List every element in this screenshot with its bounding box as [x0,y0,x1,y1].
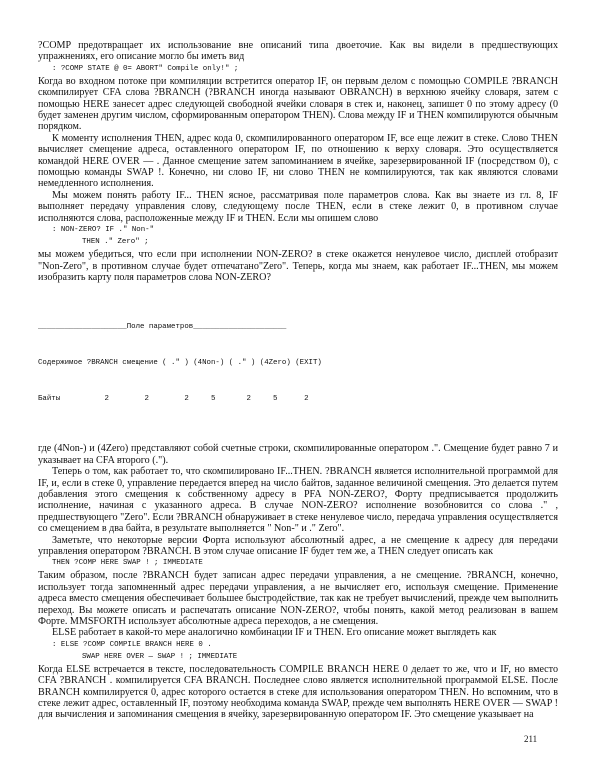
table-row-bytes: Байты 2 2 2 5 2 5 2 [38,395,309,404]
parameter-field-table [38,297,558,429]
paragraph: ?COMP предотвращает их использование вне описаний типа двоеточие. Как вы видели в предшествующих упражнениях, его описание могло бы иметь вид [38,40,558,63]
paragraph: Заметьте, что некоторые версии Форта используют абсолютный адрес, а не смещение к адресу для передачи управления оператором ?BRANCH. В этом случае описание IF будет тем же, а THEN следует описать как [38,534,558,557]
code-listing: SWAP HERE OVER — SWAP ! ; IMMEDIATE [82,652,238,661]
paragraph: Когда во входном потоке при компиляции встретится оператор IF, он первым делом с помощью COMPILE ?BRANCH скомпилирует CFA слова ?BRANCH (?BRANCH иногда называют OBRANCH) в верхнюю ячейку словаря, затем с помощью HERE занесет адрес следующей свободной ячейки словаря в стек и, наконец, запишет 0 по этому адресу (0 будет заменен другим числом, сформированным оператором THEN). Слова между IF и THEN компилируются обычным порядком. [38,75,558,133]
code-listing: : ELSE ?COMP COMPILE BRANCH HERE 0 . [52,640,212,649]
paragraph: ELSE работает в какой-то мере аналогично комбинации IF и THEN. Его описание может выглядеть как [52,627,497,639]
table-title: ____________________Поле параметров_____________________ [38,323,287,332]
paragraph: Мы можем понять работу IF... THEN ясное, рассматривая поле параметров слова. Как вы знаете из гл. 8, IF выполняет передачу управления слову, следующему после THEN, если в стеке лежит 0, в противном случае исполняются слова, расположенные между IF и THEN. Если мы опишем слово [38,189,558,224]
code-listing: : ?COMP STATE @ 0= ABORT" Compile only!" ; [52,64,239,73]
code-listing: : NON-ZERO? IF ." Non-" [52,226,155,235]
paragraph: Когда ELSE встречается в тексте, последовательность COMPILE BRANCH HERE 0 делает то же, что и IF, но вместо CFA ?BRANCH . компилируется CFA BRANCH. Последнее слово является исполнительной программой ELSE. После BRANCH компилируется 0, адрес которого остается в стеке для использования оператором THEN. Но вспомним, что в стеке лежит адрес, оставленный IF, поэтому необходима команда SWAP, прежде чем выполнять HERE OVER — SWAP ! для вычисления и запоминания смещения в ячейку, зарезервированную оператором IF. Это смещение указывает на [38,663,558,721]
paragraph: где (4Non-) и (4Zero) представляют собой счетные строки, скомпилированные оператором .". Смещение будет равно 7 и указывает на CFA второго (."). [38,443,558,466]
table-row-contents: Содержимое ?BRANCH смещение ( ." ) (4Non-) ( ." ) (4Zero) (EXIT) [38,359,322,368]
page-body [38,40,558,721]
code-listing: THEN ?COMP HERE SWAP ! ; IMMEDIATE [52,559,203,568]
paragraph: мы можем убедиться, что если при исполнении NON-ZERO? в стеке окажется ненулевое число, дисплей отобразит "Non-Zero", в противном случае будет отпечатано"Zero". Теперь, когда мы знаем, как работает IF...THEN, мы можем изобразить карту поля параметров слова NON-ZERO? [38,249,558,283]
code-listing: THEN ." Zero" ; [82,238,149,247]
paragraph: К моменту исполнения THEN, адрес кода 0, скомпилированного оператором IF, все еще лежит в стеке. Слово THEN вычисляет смещение адреса, оставленного оператором IF, по отношению к верху словаря. Это осуществляется командой HERE OVER — . Данное смещение затем запоминанием в ячейке, зарезервированной IF (посредством 0), с помощью команды SWAP !. Конечно, ни слово IF, ни слово THEN не компилируются, так как являются словами немедленного исполнения. [38,132,558,190]
paragraph: Таким образом, после ?BRANCH будет записан адрес передачи управления, а не смещение. ?BRANCH, конечно, использует тогда запомненный адрес передачи управления, а не вычисляет его, используя смещение. Применение адреса вместо смещения обеспечивает большее быстродействие, так как не требует вычислений, прежде чем выполнить переход. Вы можете описать и распечатать описание NON-ZERO?, чтобы понять, какой метод реализован в вашем Форте. MMSFORTH использует абсолютные адреса переходов, а не смещения. [38,570,558,627]
paragraph: Теперь о том, как работает то, что скомпилировано IF...THEN. ?BRANCH является исполнительной программой для IF, и, если в стеке 0, управление передается вперед на число байтов, заданное величиной смещения. Это делается путем добавления этого смещения к собственному адресу в PFA NON-ZERO?, Форту предписывается продолжить исполнение, начиная с указанного адреса. В случае NON-ZERO? исполнение возобновится со слова ." , предшествующего "Zero". Если ?BRANCH обнаруживает в стеке ненулевое число, передача управления осуществляется со смещением в два байта, в результате выполняется " Non-" и ." Zero". [38,466,558,535]
page-number: 211 [524,734,538,744]
